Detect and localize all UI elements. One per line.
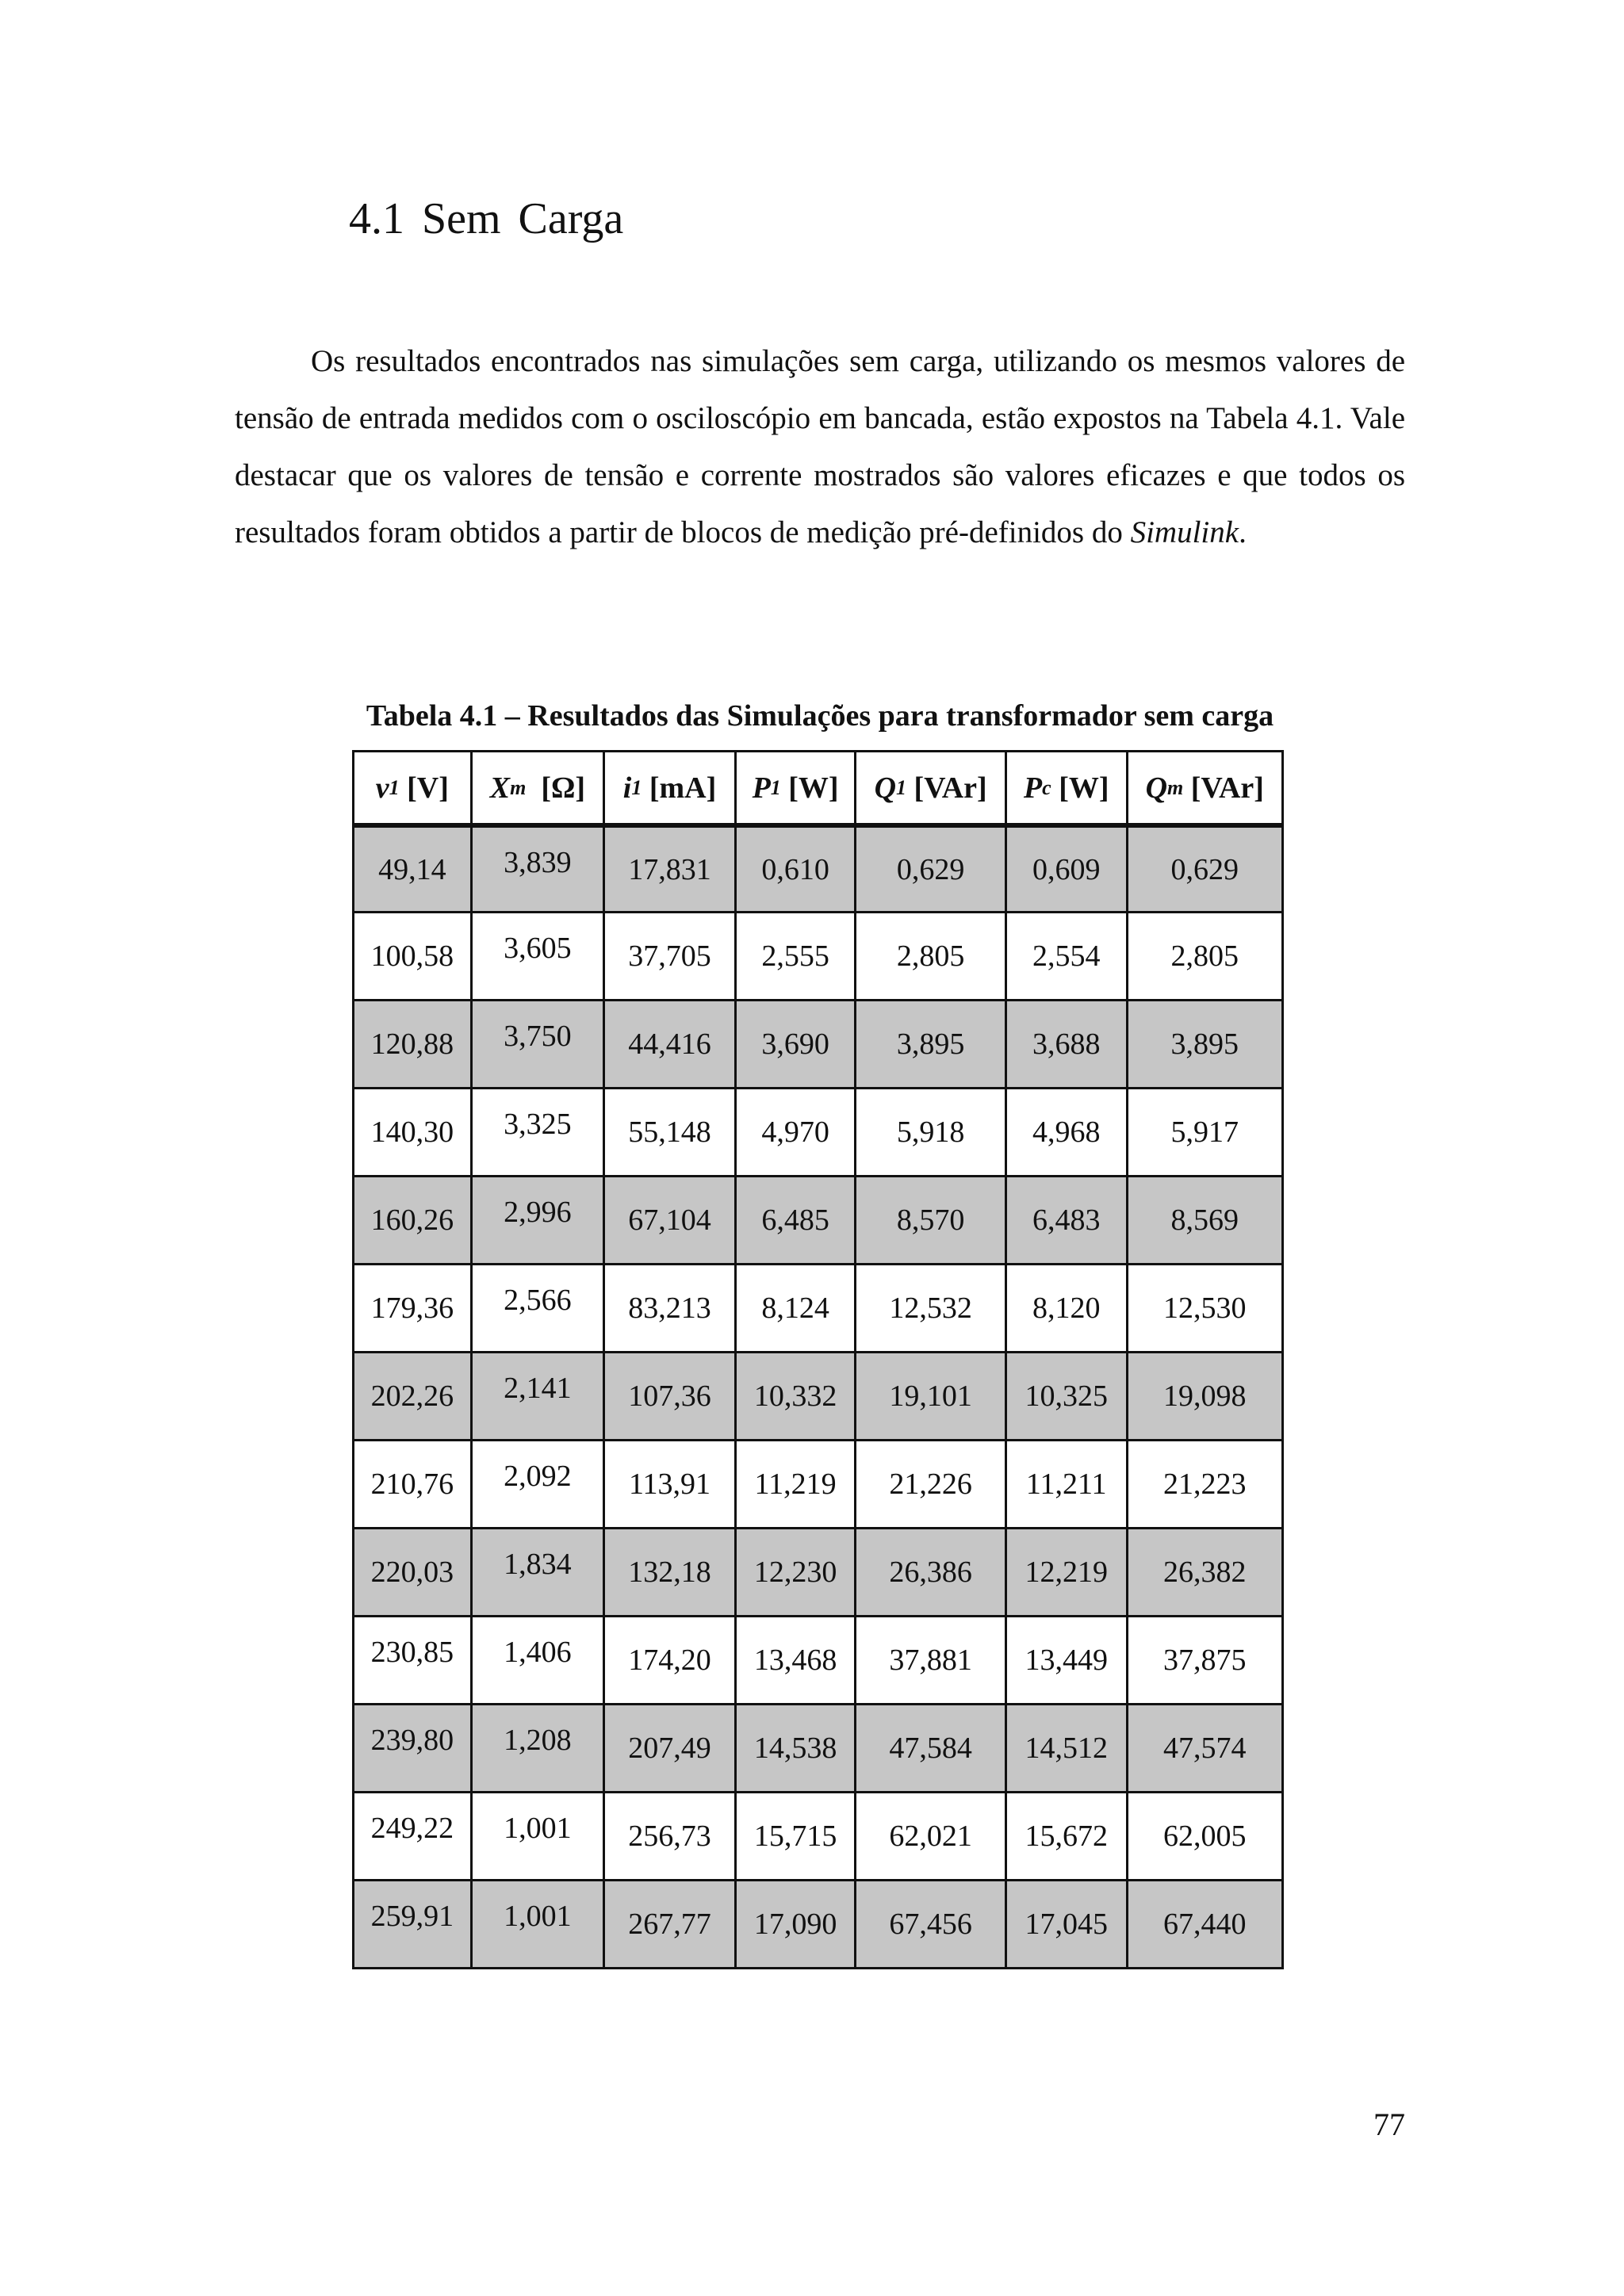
table-header-cell <box>734 750 855 823</box>
table-cell: 37,875 <box>1126 1615 1282 1703</box>
table-cell: 3,895 <box>854 999 1005 1087</box>
table-cell: 62,005 <box>1126 1791 1282 1879</box>
table-cell: 2,554 <box>1005 911 1126 999</box>
table-cell: 44,416 <box>603 999 734 1087</box>
header-subscript: 1 <box>896 775 907 799</box>
table-cell: 267,77 <box>603 1879 734 1967</box>
header-symbol: Q <box>1145 771 1168 805</box>
table-cell: 37,705 <box>603 911 734 999</box>
table-cell: 11,211 <box>1005 1439 1126 1527</box>
header-symbol: X <box>489 771 511 805</box>
table-cell: 15,672 <box>1005 1791 1126 1879</box>
table-cell: 2,566 <box>470 1263 603 1351</box>
table-cell: 3,325 <box>470 1087 603 1175</box>
table-cell: 220,03 <box>352 1527 470 1615</box>
table-row <box>352 1527 1281 1615</box>
table-cell: 174,20 <box>603 1615 734 1703</box>
table-cell: 19,101 <box>854 1351 1005 1439</box>
header-unit: [Ω] <box>526 771 586 805</box>
table-cell: 2,141 <box>470 1351 603 1439</box>
body-paragraph <box>235 333 1405 561</box>
table-cell: 13,449 <box>1005 1615 1126 1703</box>
table-cell: 0,609 <box>1005 823 1126 911</box>
table-row <box>352 1175 1281 1263</box>
table-cell: 179,36 <box>352 1263 470 1351</box>
header-subscript: 1 <box>631 775 642 799</box>
table-cell: 1,406 <box>470 1615 603 1703</box>
results-table <box>352 750 1284 1969</box>
header-subscript: m <box>510 775 527 799</box>
table-caption: Tabela 4.1 – Resultados das Simulações para transformador sem carga <box>366 699 1274 733</box>
paragraph-italic-term: Simulink <box>1130 515 1239 549</box>
table-cell: 8,570 <box>854 1175 1005 1263</box>
header-symbol: i <box>622 771 632 805</box>
table-row <box>352 823 1281 911</box>
table-cell: 12,219 <box>1005 1527 1126 1615</box>
table-cell: 47,574 <box>1126 1703 1282 1791</box>
table-cell: 239,80 <box>352 1703 470 1791</box>
table-cell: 26,382 <box>1126 1527 1282 1615</box>
table-header-cell <box>1126 750 1282 823</box>
table-cell: 55,148 <box>603 1087 734 1175</box>
header-symbol: v <box>375 771 389 805</box>
table-cell: 249,22 <box>352 1791 470 1879</box>
table-row <box>352 1615 1281 1703</box>
table-cell: 2,996 <box>470 1175 603 1263</box>
table-cell: 26,386 <box>854 1527 1005 1615</box>
table-header-cell <box>352 750 470 823</box>
table-cell: 15,715 <box>734 1791 855 1879</box>
table-cell: 21,223 <box>1126 1439 1282 1527</box>
table-cell: 5,917 <box>1126 1087 1282 1175</box>
table-cell: 83,213 <box>603 1263 734 1351</box>
table-cell: 12,532 <box>854 1263 1005 1351</box>
table-cell: 2,555 <box>734 911 855 999</box>
table-cell: 1,208 <box>470 1703 603 1791</box>
table-cell: 107,36 <box>603 1351 734 1439</box>
paragraph-text-end: . <box>1239 515 1247 549</box>
header-subscript: c <box>1042 775 1051 799</box>
table-cell: 62,021 <box>854 1791 1005 1879</box>
table-cell: 19,098 <box>1126 1351 1282 1439</box>
header-subscript: 1 <box>389 775 400 799</box>
table-cell: 113,91 <box>603 1439 734 1527</box>
header-unit: [W] <box>780 771 839 805</box>
table-cell: 11,219 <box>734 1439 855 1527</box>
table-cell: 6,483 <box>1005 1175 1126 1263</box>
header-unit: [VAr] <box>1183 771 1264 805</box>
table-header-cell <box>603 750 734 823</box>
table-cell: 1,001 <box>470 1791 603 1879</box>
table-cell: 3,750 <box>470 999 603 1087</box>
table-cell: 120,88 <box>352 999 470 1087</box>
table-cell: 132,18 <box>603 1527 734 1615</box>
table-row <box>352 1351 1281 1439</box>
table-cell: 2,805 <box>1126 911 1282 999</box>
table-row <box>352 1263 1281 1351</box>
paragraph-text: Os resultados encontrados nas simulações sem carga, utilizando os mesmos valores de tensão de entrada medidos com o osciloscópio em bancada, estão expostos na Tabela 4.1. Vale destacar que os valores de tensão e corrente mostrados são valores eficazes e que todos os resultados foram obtidos a partir de blocos de medição pré-definidos do <box>235 344 1405 549</box>
table-cell: 17,090 <box>734 1879 855 1967</box>
table-row <box>352 1439 1281 1527</box>
table-header-row <box>352 750 1281 823</box>
table-cell: 17,831 <box>603 823 734 911</box>
page-number: 77 <box>1373 2107 1405 2142</box>
table-cell: 3,690 <box>734 999 855 1087</box>
table-cell: 12,530 <box>1126 1263 1282 1351</box>
table-cell: 207,49 <box>603 1703 734 1791</box>
table-cell: 14,538 <box>734 1703 855 1791</box>
table-cell: 160,26 <box>352 1175 470 1263</box>
table-cell: 3,839 <box>470 823 603 911</box>
table-cell: 12,230 <box>734 1527 855 1615</box>
table-cell: 17,045 <box>1005 1879 1126 1967</box>
header-unit: [VAr] <box>906 771 987 805</box>
table-cell: 0,629 <box>1126 823 1282 911</box>
table-cell: 67,456 <box>854 1879 1005 1967</box>
header-unit: [mA] <box>642 771 717 805</box>
table-cell: 49,14 <box>352 823 470 911</box>
header-subscript: m <box>1167 775 1184 799</box>
header-unit: [V] <box>399 771 449 805</box>
table-cell: 0,610 <box>734 823 855 911</box>
table-row <box>352 1791 1281 1879</box>
header-symbol: P <box>752 771 771 805</box>
table-cell: 67,440 <box>1126 1879 1282 1967</box>
header-symbol: P <box>1023 771 1043 805</box>
table-cell: 8,124 <box>734 1263 855 1351</box>
header-symbol: Q <box>874 771 897 805</box>
table-cell: 1,834 <box>470 1527 603 1615</box>
table-cell: 259,91 <box>352 1879 470 1967</box>
table-cell: 4,968 <box>1005 1087 1126 1175</box>
table-cell: 8,569 <box>1126 1175 1282 1263</box>
table-header-cell <box>854 750 1005 823</box>
table-cell: 10,325 <box>1005 1351 1126 1439</box>
table-cell: 140,30 <box>352 1087 470 1175</box>
table-cell: 13,468 <box>734 1615 855 1703</box>
table-row <box>352 911 1281 999</box>
header-subscript: 1 <box>770 775 781 799</box>
table-row <box>352 999 1281 1087</box>
table-cell: 2,092 <box>470 1439 603 1527</box>
table-cell: 202,26 <box>352 1351 470 1439</box>
table-cell: 14,512 <box>1005 1703 1126 1791</box>
table-cell: 256,73 <box>603 1791 734 1879</box>
table-cell: 47,584 <box>854 1703 1005 1791</box>
table-cell: 37,881 <box>854 1615 1005 1703</box>
table-cell: 1,001 <box>470 1879 603 1967</box>
table-cell: 8,120 <box>1005 1263 1126 1351</box>
table-cell: 5,918 <box>854 1087 1005 1175</box>
table-cell: 3,605 <box>470 911 603 999</box>
table-cell: 21,226 <box>854 1439 1005 1527</box>
table-header-cell <box>470 750 603 823</box>
section-heading: 4.1 Sem Carga <box>349 194 624 243</box>
table-cell: 2,805 <box>854 911 1005 999</box>
table-cell: 67,104 <box>603 1175 734 1263</box>
table-cell: 230,85 <box>352 1615 470 1703</box>
table-cell: 210,76 <box>352 1439 470 1527</box>
table-cell: 6,485 <box>734 1175 855 1263</box>
table-cell: 10,332 <box>734 1351 855 1439</box>
table-cell: 100,58 <box>352 911 470 999</box>
table-cell: 4,970 <box>734 1087 855 1175</box>
table-row <box>352 1703 1281 1791</box>
table-cell: 3,895 <box>1126 999 1282 1087</box>
table-cell: 3,688 <box>1005 999 1126 1087</box>
table-row <box>352 1087 1281 1175</box>
table-cell: 0,629 <box>854 823 1005 911</box>
header-unit: [W] <box>1051 771 1109 805</box>
table-row <box>352 1879 1281 1967</box>
table-header-cell <box>1005 750 1126 823</box>
